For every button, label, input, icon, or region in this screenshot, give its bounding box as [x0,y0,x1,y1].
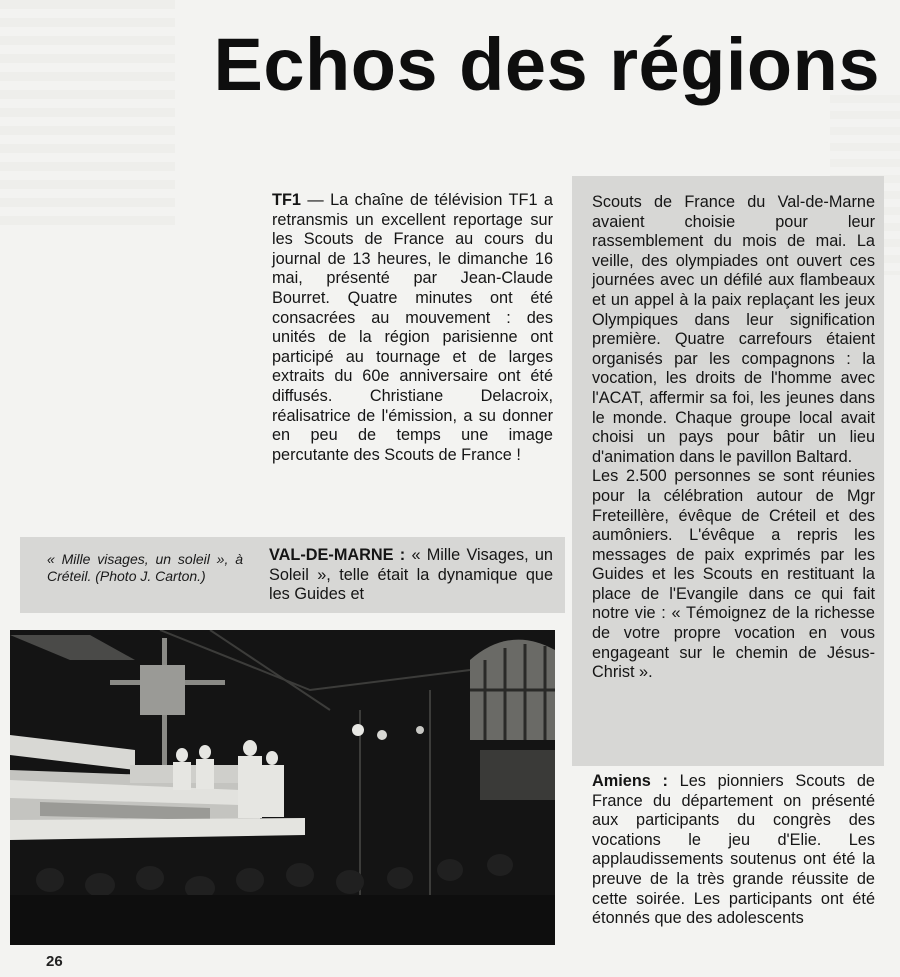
article-body-tf1: — La chaîne de télévision TF1 a retransmis un excellent reportage sur les Scouts de France au cours du journal de 13 heures, le dimanche 16 mai, présenté par Jean-Claude Bourret. Quatre minutes ont été consacrées au mouvement : des unités de la région parisienne ont participé au tournage et de larges extraits du 60e anniversaire ont été diffusés. Christiane Delacroix, réalisatrice de l'émission, a su donner en peu de temps une image percutante des Scouts de France ! [272,191,553,464]
article-tf1 [272,191,553,465]
page-number: 26 [46,953,63,970]
paragraph-valdemarne-1: Scouts de France du Val-de-Marne avaient choisie pour leur rassemblement du mois de mai. La veille, des olympiades ont ouvert ces journées avec un défilé aux flambeaux et un appel à la paix replaçant les jeux Olympiques dans leur signification première. Quatre carrefours étaient organisés par les compagnons : la vocation, les droits de l'homme avec l'ACAT, affermir sa foi, les jeunes dans le monde. Chaque groupe local avait choisi un pays pour bâtir un lieu d'animation dans le pavillon Baltard. [592,193,875,466]
faded-background-text [0,0,175,230]
paragraph-valdemarne-2: Les 2.500 personnes se sont réunies pour la célébration autour de Mgr Freteillère, évêque de Créteil et des aumôniers. L'évêque a repris les messages de paix exprimés par les Guides et les Scouts en restituant la place de l'Evangile dans ce qui fait notre vie : « Témoignez de la richesse de votre propre vocation en vous engageant sur le chemin de Jésus-Christ ». [592,467,875,682]
event-photo [10,630,555,945]
article-valdemarne [269,546,553,605]
event-photo-illustration [10,630,555,945]
article-body-amiens: Les pionniers Scouts de France du département on présenté aux participants du congrès des vocations le jeu d'Elie. Les applaudissements soutenus ont été la preuve de la très grande réussite de cette soirée. Les participants ont été étonnés que des adolescents [592,772,875,928]
page-title: Echos des régions [213,23,880,106]
photo-caption: « Mille visages, un soleil », à Créteil. (Photo J. Carton.) [47,551,243,584]
article-lead-tf1: TF1 [272,191,301,209]
article-amiens [592,772,875,929]
article-lead-amiens: Amiens : [592,772,668,790]
article-body-valdemarne: « Mille Visages, un Soleil », telle était la dynamique que les Guides et [269,546,553,604]
article-lead-valdemarne: VAL-DE-MARNE : [269,546,406,564]
article-valdemarne-continued [592,193,875,683]
